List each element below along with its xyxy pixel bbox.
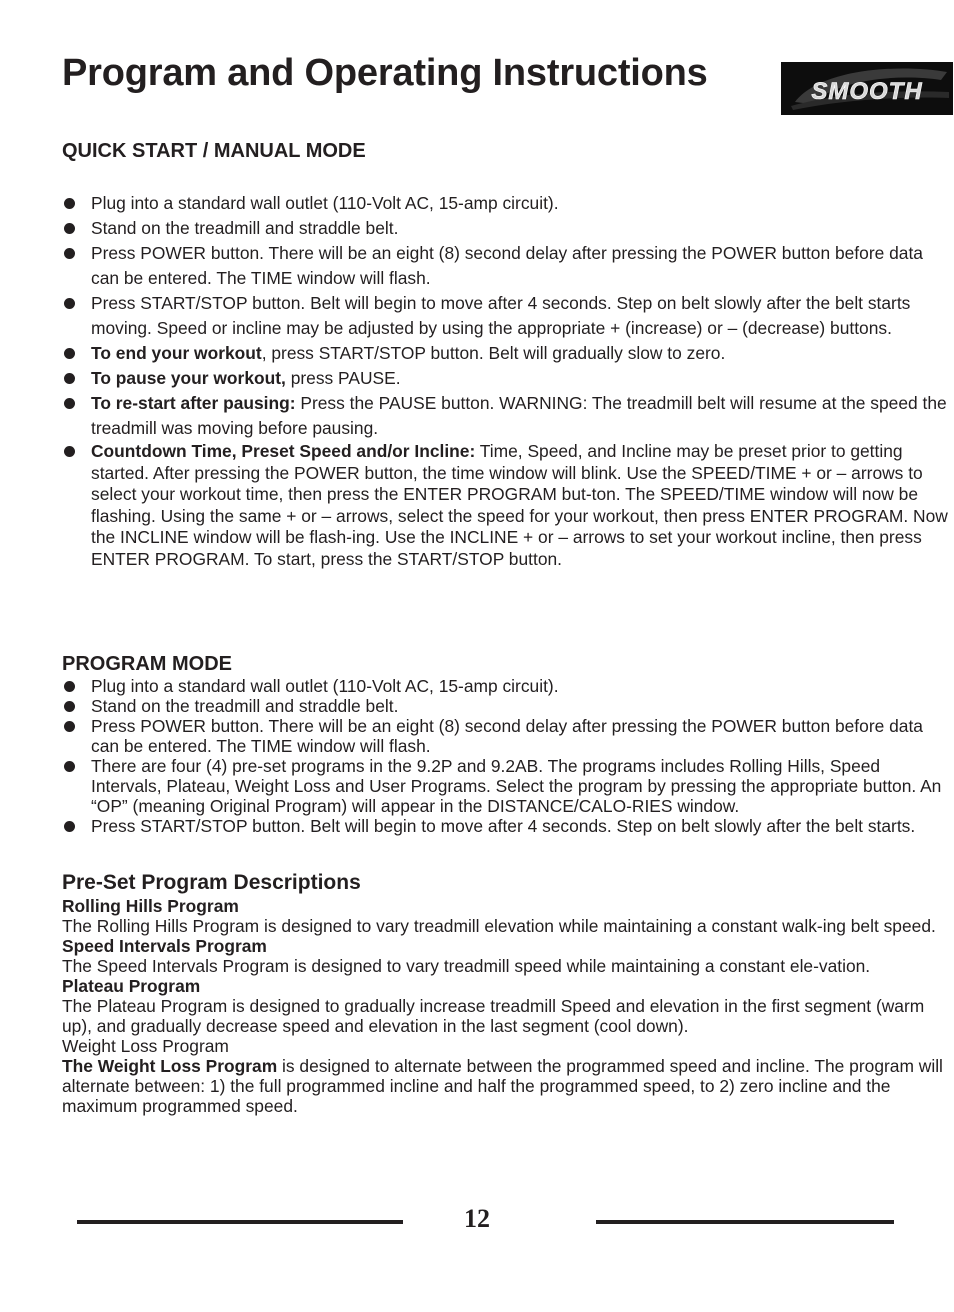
smooth-logo [781,62,953,115]
list-item: Press START/STOP button. Belt will begin to move after 4 seconds. Step on belt slowly after the belt starts moving. Speed or incline may be adjusted by using the appropriate + (increase) or – (decrease) buttons. [62,291,952,341]
speed-intervals-title: Speed Intervals Program [62,936,267,956]
bullet-icon [64,223,75,234]
bullet-icon [64,761,75,772]
program-descriptions [62,870,952,1116]
footer-rule-left [77,1220,403,1224]
list-item: To re-start after pausing: Press the PAUSE button. WARNING: The treadmill belt will resume at the speed the treadmill was moving before pausing. [62,391,952,441]
list-item: There are four (4) pre-set programs in the 9.2P and 9.2AB. The programs includes Rolling Hills, Speed Intervals, Plateau, Weight Loss and User Programs. Select the program by pressing the appropriate button. An “OP” (meaning Original Program) will appear in the DISTANCE/CALO-RIES window. [62,756,952,816]
bullet-icon [64,701,75,712]
speed-intervals-text: The Speed Intervals Program is designed to vary treadmill speed while maintaining a constant ele-vation. [62,956,871,976]
list-item: Plug into a standard wall outlet (110-Volt AC, 15-amp circuit). [62,191,952,216]
bullet-icon [64,198,75,209]
bullet-icon [64,248,75,259]
footer-rule-right [596,1220,894,1224]
descriptions-heading: Pre-Set Program Descriptions [62,871,361,894]
list-item: Press START/STOP button. Belt will begin to move after 4 seconds. Step on belt slowly after the belt starts. [62,816,952,836]
plateau-text: The Plateau Program is designed to gradually increase treadmill Speed and elevation in the first segment (warm up), and gradually decrease speed and elevation in the last segment (cool down). [62,996,925,1036]
bullet-icon [64,348,75,359]
quick-start-heading: QUICK START / MANUAL MODE [62,140,366,162]
program-mode-list [62,676,952,836]
list-item: To pause your workout, press PAUSE. [62,366,952,391]
bullet-icon [64,821,75,832]
svg-text:SMOOTH: SMOOTH [811,78,923,105]
rolling-hills-text: The Rolling Hills Program is designed to vary treadmill elevation while maintaining a constant walk-ing belt speed. [62,916,936,936]
list-item: Stand on the treadmill and straddle belt. [62,696,952,716]
weight-loss-text: The Weight Loss Program is designed to alternate between the programmed speed and incline. The program will alternate between: 1) the full programmed incline and half the programmed speed, to 2) zero incline and the maximum programmed speed. [62,1056,943,1116]
list-item: To end your workout, press START/STOP button. Belt will gradually slow to zero. [62,341,952,366]
page-title: Program and Operating Instructions [62,52,708,94]
bullet-icon [64,398,75,409]
program-mode-heading: PROGRAM MODE [62,653,232,675]
list-item: Stand on the treadmill and straddle belt. [62,216,952,241]
list-item: Countdown Time, Preset Speed and/or Incline: Time, Speed, and Incline may be preset prior to getting started. After pressing the POWER button, the time window will blink. Use the SPEED/TIME + or – arrows to select your workout time, then press the ENTER PROGRAM but-ton. The SPEED/TIME window will now be flashing. Using the same + or – arrows, select the speed for your workout, then press ENTER PROGRAM. Now the INCLINE window will be flash-ing. Use the INCLINE + or – arrows to set your workout incline, then press ENTER PROGRAM. To start, press the START/STOP button. [62,441,952,570]
weight-loss-title: Weight Loss Program [62,1036,229,1056]
bullet-icon [64,373,75,384]
quick-start-list [62,191,952,570]
list-item: Plug into a standard wall outlet (110-Volt AC, 15-amp circuit). [62,676,952,696]
rolling-hills-title: Rolling Hills Program [62,896,239,916]
list-item: Press POWER button. There will be an eight (8) second delay after pressing the POWER button before data can be entered. The TIME window will flash. [62,716,952,756]
bullet-icon [64,721,75,732]
list-item: Press POWER button. There will be an eight (8) second delay after pressing the POWER button before data can be entered. The TIME window will flash. [62,241,952,291]
bullet-icon [64,298,75,309]
page-number: 12 [464,1204,490,1233]
bullet-icon [64,681,75,692]
plateau-title: Plateau Program [62,976,201,996]
bullet-icon [64,446,75,457]
